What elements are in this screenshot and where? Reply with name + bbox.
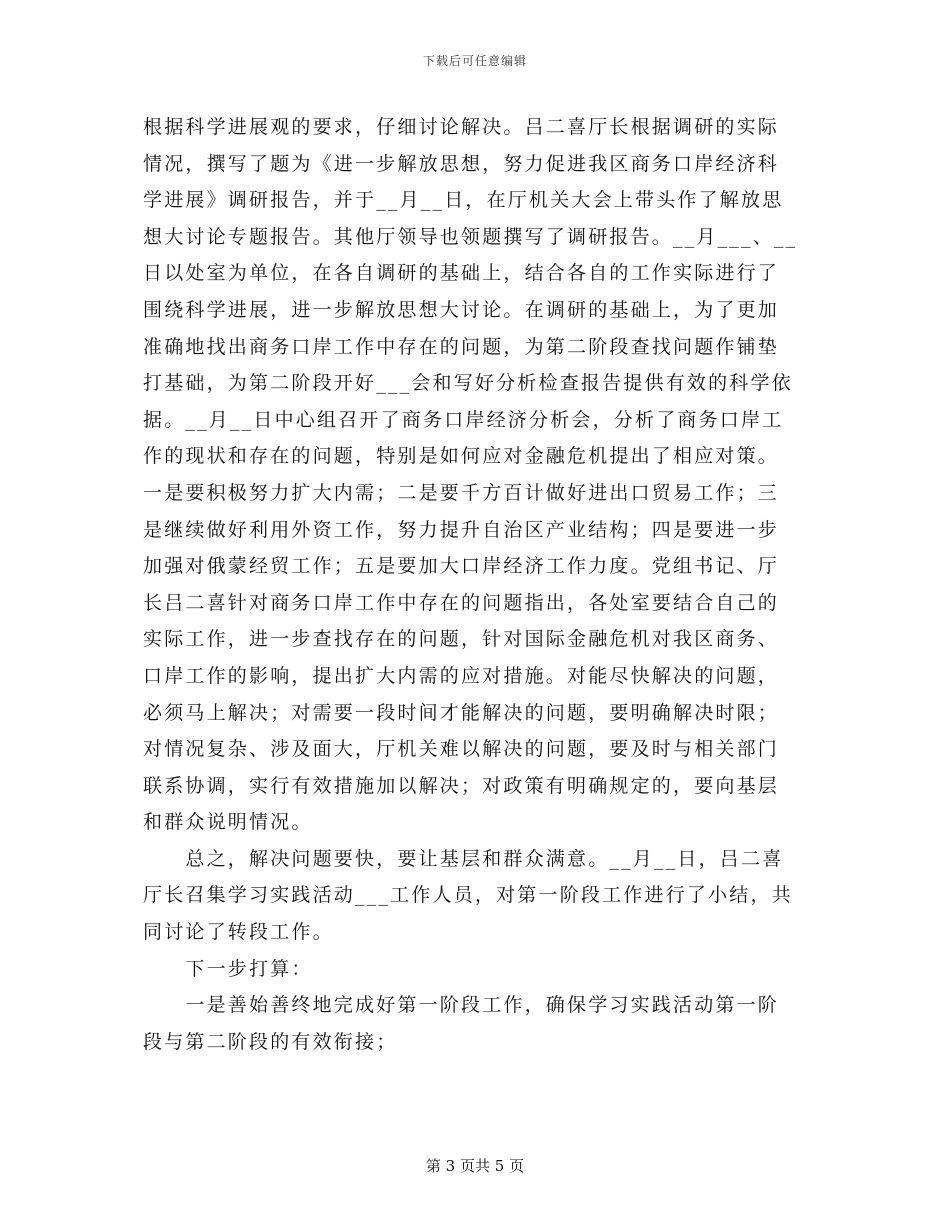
text-line: 实际工作，进一步查找存在的问题，针对国际金融危机对我区商务、: [143, 628, 780, 651]
text-line: 想大讨论专题报告。其他厅领导也领题撰写了调研报告。__月___、__: [143, 225, 798, 248]
document-body: [143, 109, 808, 1060]
text-line: 口岸工作的影响，提出扩大内需的应对措施。对能尽快解决的问题，: [143, 664, 780, 687]
text-line: 和群众说明情况。: [143, 811, 313, 834]
text-line: 一是要积极努力扩大内需；二是要千方百计做好进出口贸易工作；三: [143, 481, 780, 504]
text-line: 是继续做好利用外资工作，努力提升自治区产业结构；四是要进一步: [143, 518, 780, 541]
text-line: 下一步打算：: [143, 957, 313, 980]
text-line: 一是善始善终地完成好第一阶段工作，确保学习实践活动第一阶: [143, 994, 780, 1017]
text-line: 长吕二喜针对商务口岸工作中存在的问题指出，各处室要结合自己的: [143, 591, 780, 614]
text-line: 同讨论了转段工作。: [143, 921, 334, 944]
text-line: 加强对俄蒙经贸工作；五是要加大口岸经济工作力度。党组书记、厅: [143, 555, 780, 578]
text-line: 根据科学进展观的要求，仔细讨论解决。吕二喜厅长根据调研的实际: [143, 116, 780, 138]
text-line: 日以处室为单位，在各自调研的基础上，结合各自的工作实际进行了: [143, 262, 780, 285]
text-line: 学进展》调研报告，并于__月__日，在厅机关大会上带头作了解放思: [143, 189, 784, 212]
text-line: 联系协调，实行有效措施加以解决；对政策有明确规定的，要向基层: [143, 774, 780, 797]
text-line: 对情况复杂、涉及面大，厅机关难以解决的问题，要及时与相关部门: [143, 738, 780, 761]
text-line: 厅长召集学习实践活动___工作人员，对第一阶段工作进行了小结，共: [143, 884, 793, 907]
text-line: 段与第二阶段的有效衔接；: [143, 1030, 398, 1053]
text-line: 总之，解决问题要快，要让基层和群众满意。__月__日，吕二喜: [143, 847, 784, 870]
text-line: 情况，撰写了题为《进一步解放思想，努力促进我区商务口岸经济科: [143, 152, 780, 175]
text-line: 必须马上解决；对需要一段时间才能解决的问题，要明确解决时限；: [143, 701, 780, 724]
text-line: 作的现状和存在的问题，特别是如何应对金融危机提出了相应对策。: [143, 445, 780, 468]
text-line: 围绕科学进展，进一步解放思想大讨论。在调研的基础上，为了更加: [143, 298, 780, 321]
text-line: 打基础，为第二阶段开好___会和写好分析检查报告提供有效的科学依: [143, 372, 793, 395]
page-header: 下载后可任意编辑: [422, 54, 527, 68]
page-number-footer: 第 3 页共 5 页: [425, 1157, 525, 1175]
text-line: 据。__月__日中心组召开了商务口岸经济分析会，分析了商务口岸工: [143, 408, 784, 431]
text-line: 准确地找出商务口岸工作中存在的问题，为第二阶段查找问题作铺垫: [143, 335, 780, 358]
